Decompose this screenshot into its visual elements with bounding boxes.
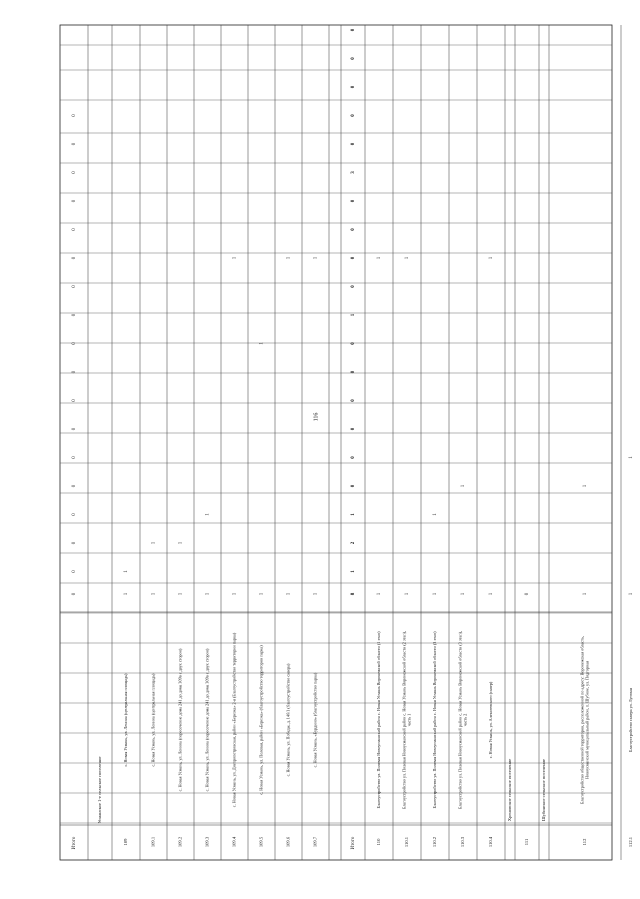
cell-value: 1 [286,592,292,596]
row-number: 110.4 [488,836,494,848]
group-total-value: 0 [351,285,357,288]
cell-value: 1 [461,592,467,596]
group-total-value: 0 [351,142,357,146]
row-address: часть 2 [462,713,468,727]
cell-value: 1 [124,592,130,596]
group-title: Усманское 1-е сельское поселение [97,756,103,824]
group-total-value: 0 [351,342,357,345]
cell-value: 1 [313,256,319,260]
row-address: Благоустройство общественной территории, расположенной по адресу: Воронежская область, [579,636,585,804]
group-title: Шубинское сельское поселение [541,758,547,822]
header-zero-value: 0 [72,456,78,459]
table-border [60,25,612,860]
cell-value: 1 [377,256,383,260]
cell-value: 1 [377,592,383,596]
row-number: 109.6 [285,836,291,848]
header-zero-value: 0 [72,399,78,402]
cell-value: 1 [583,592,589,596]
group-total-value: 0 [351,199,357,203]
row-address: Благоустройство ул. Полевая Новоусманский район с. Новая Усмань Воронежской области (2 этап), [401,630,407,810]
header-zero-value: 0 [72,199,78,203]
row-address: с. Новая Усмань, ул. Ленина (центральная площадь) [150,673,156,767]
group-total-value: 0 [351,228,357,231]
group-total-value: 0 [351,85,357,89]
header-zero-value: 0 [72,570,78,573]
row-number: 111 [524,838,530,846]
cell-value: 1 [259,342,265,345]
cell-value: 1 [583,484,589,488]
group-total-value: 0 [351,370,357,374]
row-address: Новоусманский муниципальный район, п. Шубное, ул. Подгорная [584,660,590,780]
header-zero-value: 0 [72,541,78,545]
cell-value: 0 [525,592,531,596]
header-zero-value: 0 [72,256,78,260]
row-address: с. Новая Усмань, ул. Победы, д. 14б/1 (благоустройство сквера) [285,663,291,777]
row-number: 109 [123,838,129,846]
cell-value: 1 [405,592,411,596]
group-total-value: 2 [351,541,357,545]
row-number: 110 [376,838,382,846]
row-address: с. Новая Усмань, ул. Днепропетровская, район «Березка» 2-я (Благоустройство территории парка) [231,632,237,808]
cell-value: 1 [205,513,211,516]
row-number: 112.1 [628,836,634,848]
header-zero-value: 0 [72,313,78,317]
group-total-value: 1 [351,313,357,317]
group-total-value: 0 [351,114,357,117]
row-address: Благоустройство ул. Полевая Новоусманский район с. Новая Усмань Воронежской области (3 этап), [457,630,463,810]
cell-value: 1 [405,256,411,260]
row-address: с. Новая Усмань, ул. Ленина (центральная площадь) [122,673,128,767]
header-zero-value: 0 [72,171,78,174]
row-number: 109.2 [177,836,183,848]
group-total-value: 0 [351,256,357,260]
cell-value: 1 [205,592,211,596]
group-total-value: 0 [351,28,357,32]
row-number: 109.1 [150,836,156,848]
cell-value: 1 [489,592,495,596]
row-number: 110.1 [404,836,410,848]
header-zero-value: 0 [72,114,78,117]
row-address: часть 1 [406,713,412,727]
cell-value: 1 [124,570,130,573]
group-total-value: 0 [351,484,357,488]
group-total-value: 8 [351,592,357,596]
row-number: 109.3 [204,836,210,848]
header-itogo-label: Итого [72,836,78,850]
row-address: с. Новая Усмань, ул. Полевая, район «Березка» (благоустройство территории парка) [258,645,264,795]
group-total-value: 0 [351,399,357,402]
cell-value: 1 [433,592,439,596]
row-address: с. Новая Усмань, «Бурдино» (благоустройство парка) [312,672,318,768]
row-address: с. Новая Усмань, ул. Ленина (пересечение дома 241 до дома 309в с двух сторон) [177,648,183,792]
row-address: Благоустройство ул. Полевая Новоусманский район с. Новая Усмань Воронежской области (3 этап) [431,631,437,809]
cell-value: 1 [151,541,157,545]
header-zero-value: 0 [72,285,78,288]
cell-value: 1 [178,592,184,596]
cell-value: 1 [433,513,439,516]
row-address: Благоустройство ул. Полевая Новоусманский район с. Новая Усмань Воронежской области (1 этап) [375,631,381,809]
row-address: Благоустройство сквера ул. Луговая [627,688,633,752]
group-total-value: 0 [351,456,357,459]
header-zero-value: 0 [72,513,78,516]
header-zero-value: 0 [72,342,78,345]
row-number: 109.4 [231,836,237,848]
group-total-value: 0 [351,427,357,431]
header-zero-value: 0 [72,427,78,431]
cell-value: 1 [286,256,292,260]
group-total-value: 3 [351,171,357,174]
group-title: Хреновское сельское поселение [507,758,513,822]
header-zero-value: 0 [72,484,78,488]
row-number: 110.3 [460,836,466,848]
row-number: 112 [582,838,588,846]
cell-value: 1 [629,456,635,459]
group-total-value: 0 [351,57,357,60]
row-number: 109.7 [312,836,318,848]
page-number: 116 [313,412,320,422]
row-number: 110.2 [432,836,438,848]
header-zero-value: 0 [72,370,78,374]
cell-value: 1 [489,256,495,260]
header-zero-value: 0 [72,142,78,146]
cell-value: 1 [151,592,157,596]
row-number: 109.5 [258,836,264,848]
row-address: с. Новая Усмань, ул. Ленина (пересечение дома 241 до дома 309в с двух сторон) [204,648,210,792]
header-zero-value: 0 [72,228,78,231]
group-total-label: Итого [351,836,357,850]
cell-value: 1 [461,484,467,488]
group-total-value: 1 [351,513,357,516]
cell-value: 1 [259,592,265,596]
group-total-value: 1 [351,570,357,573]
cell-value: 1 [232,592,238,596]
cell-value: 1 [313,592,319,596]
cell-value: 1 [178,541,184,545]
row-address: с. Новая Усмань, ул. Алексеевского (сквер) [487,681,493,759]
header-zero-value: 0 [72,592,78,596]
cell-value: 1 [232,256,238,260]
cell-value: 1 [629,592,635,596]
